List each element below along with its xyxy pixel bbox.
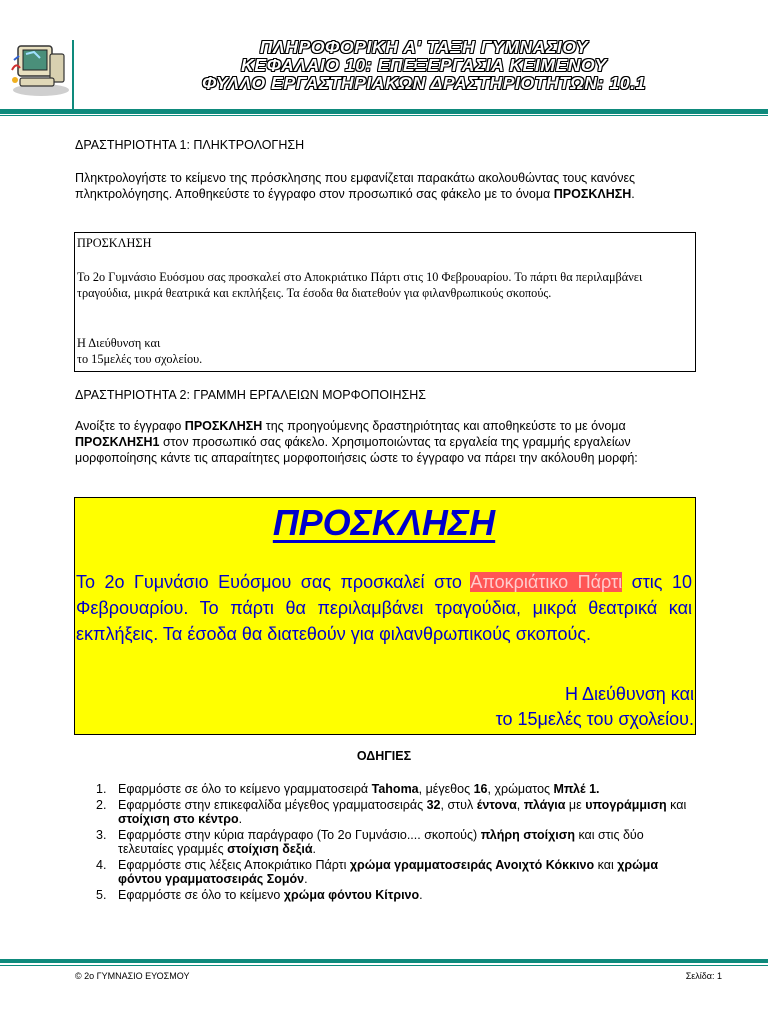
formatted-invitation-sign-2: το 15μελές του σχολείου. — [495, 709, 694, 729]
instruction-number: 5. — [96, 888, 107, 902]
instruction-emph: χρώμα φόντου Κίτρινο — [283, 888, 420, 902]
instruction-text: , στυλ — [440, 798, 477, 812]
activity2-filename-2: ΠΡΟΣΚΛΗΣΗ1 — [75, 435, 160, 449]
formatted-body-pre: Το 2ο Γυμνάσιο Ευόσμου σας προσκαλεί στο — [76, 572, 471, 592]
header-rule-thin — [0, 115, 768, 116]
footer-copyright: © 2ο ΓΥΜΝΑΣΙΟ ΕΥΟΣΜΟΥ — [75, 971, 190, 981]
instruction-text: , χρώματος — [487, 782, 554, 796]
instruction-text: . — [419, 888, 423, 902]
plain-invitation-sign-1: Η Διεύθυνση και — [77, 336, 161, 350]
footer-rule — [0, 959, 768, 963]
formatted-body-post: στις 10 Φεβρουαρίου. Το πάρτι θα περιλαμβάνει τραγούδια, μικρά θεατρικά και εκπλήξεις. Τα έσοδα θα διατεθούν για φιλανθρωπικούς σκοπούς. — [76, 572, 692, 644]
instruction-item — [96, 798, 696, 826]
instruction-item — [96, 828, 696, 856]
activity1-filename: ΠΡΟΣΚΛΗΣΗ — [553, 187, 632, 201]
instruction-text: Εφαρμόστε στην επικεφαλίδα μέγεθος γραμματοσειράς — [118, 798, 427, 812]
instruction-emph: πλήρη στοίχιση — [480, 828, 575, 842]
instruction-number: 3. — [96, 828, 107, 842]
instruction-emph: στοίχιση στο κέντρο — [118, 812, 239, 826]
formatted-invitation-body — [76, 569, 692, 647]
instruction-text: Εφαρμόστε σε όλο το κείμενο — [118, 888, 284, 902]
plain-invitation-title: ΠΡΟΣΚΛΗΣΗ — [77, 236, 152, 250]
instruction-text: . — [312, 842, 317, 856]
plain-invitation-sign-2: το 15μελές του σχολείου. — [77, 352, 203, 366]
instruction-emph: 32 — [426, 798, 441, 812]
activity1-title: ΔΡΑΣΤΗΡΙΟΤΗΤΑ 1: ΠΛΗΚΤΡΟΛΟΓΗΣΗ — [75, 138, 305, 152]
instruction-emph: χρώμα φόντου γραμματοσειράς Σομόν — [118, 858, 659, 886]
formatted-invitation-title: ΠΡΟΣΚΛΗΣΗ — [272, 502, 496, 543]
instruction-number: 4. — [96, 858, 107, 872]
activity2-text-2: της προηγούμενης δραστηριότητας και αποθηκεύστε το με όνομα — [262, 419, 626, 433]
instruction-text: Εφαρμόστε στις λέξεις Αποκριάτικο Πάρτι — [118, 858, 350, 872]
instruction-text: Εφαρμόστε στην κύρια παράγραφο (Το 2ο Γυμνάσιο.... σκοπούς) — [118, 828, 481, 842]
formatted-body-highlight: Αποκριάτικο Πάρτι — [470, 572, 623, 592]
header-line-1: ΠΛΗΡΟΦΟΡΙΚΗ Α' ΤΑΞΗ ΓΥΜΝΑΣΙΟΥ — [259, 37, 589, 57]
instruction-number: 1. — [96, 782, 107, 796]
instruction-text: . — [304, 872, 308, 886]
instruction-item — [96, 888, 696, 902]
page-header — [0, 0, 768, 115]
instruction-emph: στοίχιση δεξιά — [227, 842, 313, 856]
instruction-emph: Tahoma — [371, 782, 419, 796]
instruction-emph: πλάγια — [523, 798, 566, 812]
instruction-text: , μέγεθος — [418, 782, 474, 796]
footer-rule-thin — [0, 965, 768, 966]
instruction-item — [96, 858, 696, 886]
instructions-list — [96, 782, 696, 904]
activity1-text: Πληκτρολογήστε το κείμενο της πρόσκλησης που εμφανίζεται παρακάτω ακολουθώντας τους κανόνες πληκτρολόγησης. Αποθηκεύστε το έγγραφο στον προσωπικό σας φάκελο με το όνομα — [75, 171, 636, 201]
plain-invitation-body: Το 2ο Γυμνάσιο Ευόσμου σας προσκαλεί στο Αποκριάτικο Πάρτι στις 10 Φεβρουαρίου. Το πάρτι θα περιλαμβάνει τραγούδια, μικρά θεατρικά και εκπλήξεις. Τα έσοδα θα διατεθούν για φιλανθρωπικούς σκοπούς. — [77, 270, 643, 300]
header-titles — [80, 38, 768, 92]
activity2-filename-1: ΠΡΟΣΚΛΗΣΗ — [184, 419, 263, 433]
footer-page-number: Σελίδα: 1 — [685, 971, 722, 981]
instruction-text: και — [666, 798, 687, 812]
instruction-emph: 16 — [473, 782, 488, 796]
instruction-emph: υπογράμμιση — [585, 798, 667, 812]
header-rule — [0, 109, 768, 114]
formatted-invitation-sign-1: Η Διεύθυνση και — [564, 684, 694, 704]
activity2-text-3: στον προσωπικό σας φάκελο. Χρησιμοποιώντας τα εργαλεία της γραμμής εργαλείων μορφοποίησης κάντε τις απαραίτητες μορφοποιήσεις ώστε το έγγραφο να πάρει την ακόλουθη μορφή: — [75, 435, 638, 465]
instruction-text: . — [238, 812, 243, 826]
instruction-text: και στις δύο τελευταίες γραμμές — [118, 828, 644, 856]
activity2-text-1: Ανοίξτε το έγγραφο — [75, 419, 185, 433]
plain-invitation-box — [74, 232, 696, 372]
activity2-instructions — [75, 418, 695, 466]
instruction-text: με — [565, 798, 586, 812]
instruction-item — [96, 782, 696, 796]
instruction-emph: Μπλέ 1. — [553, 782, 600, 796]
activity2-title: ΔΡΑΣΤΗΡΙΟΤΗΤΑ 2: ΓΡΑΜΜΗ ΕΡΓΑΛΕΙΩΝ ΜΟΡΦΟΠΟΙΗΣΗΣ — [75, 388, 427, 402]
activity1-period: . — [631, 187, 635, 201]
instruction-text: Εφαρμόστε σε όλο το κείμενο γραμματοσειρά — [118, 782, 372, 796]
instruction-emph: χρώμα γραμματοσειράς Ανοιχτό Κόκκινο — [349, 858, 595, 872]
instructions-title: ΟΔΗΓΙΕΣ — [356, 749, 412, 763]
computer-icon — [10, 40, 72, 98]
activity1-instructions — [75, 170, 695, 202]
instruction-emph: έντονα — [476, 798, 517, 812]
header-line-3: ΦΥΛΛΟ ΕΡΓΑΣΤΗΡΙΑΚΩΝ ΔΡΑΣΤΗΡΙΟΤΗΤΩΝ: 10.1 — [201, 73, 647, 93]
instruction-text: , — [516, 798, 524, 812]
header-vertical-rule — [72, 40, 74, 112]
instruction-text: και — [594, 858, 618, 872]
instruction-number: 2. — [96, 798, 107, 812]
header-line-2: ΚΕΦΑΛΑΙΟ 10: ΕΠΕΞΕΡΓΑΣΙΑ ΚΕΙΜΕΝΟΥ — [241, 55, 607, 75]
